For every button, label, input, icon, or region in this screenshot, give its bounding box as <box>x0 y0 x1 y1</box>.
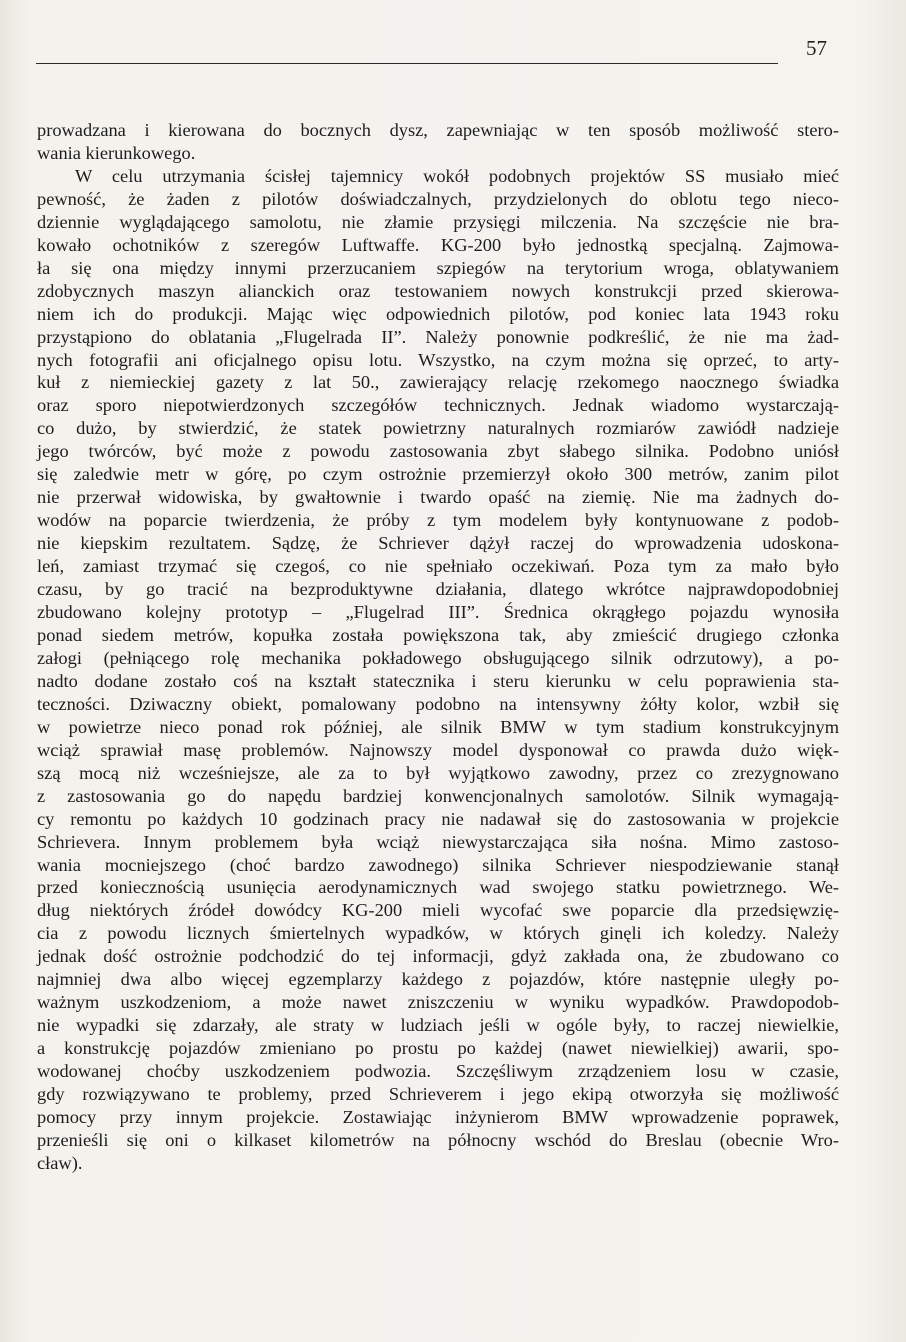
text-line: kuł z niemieckiej gazety z lat 50., zawierający relację rzekomego naocznego świadka <box>37 372 839 393</box>
text-line: cia z powodu licznych śmiertelnych wypadków, w których ginęli ich koledzy. Należy <box>37 923 839 944</box>
text-line: ważnym uszkodzeniom, a może nawet zniszczeniu w wyniku wypadków. Prawdopodob- <box>37 992 839 1013</box>
text-line: oraz sporo niepotwierdzonych szczegółów technicznych. Jednak wiadomo wystarczają- <box>37 395 839 416</box>
text-line: Schrievera. Innym problemem była wciąż niewystarczająca siła nośna. Mimo zastoso- <box>37 831 839 852</box>
text-line: z zastosowania go do napędu bardziej konwencjonalnych samolotów. Silnik wymagają- <box>37 785 839 806</box>
text-line: gdy rozwiązywano te problemy, przed Schrieverem i jego ekipą otworzyła się możliwość <box>37 1084 839 1105</box>
text-line: pomocy przy innym projekcie. Zostawiając inżynierom BMW wprowadzenie poprawek, <box>37 1106 839 1127</box>
text-line: teczności. Dziwaczny obiekt, pomalowany podobno na intensywny żółty kolor, wzbił się <box>37 693 839 714</box>
text-line: jego twórców, być może z powodu zastosowania zbyt słabego silnika. Podobno uniósł <box>37 441 839 462</box>
text-line: nadto dodane zostało coś na kształt statecznika i steru kierunku w celu poprawienia sta- <box>37 670 839 691</box>
text-line: kowało ochotników z szeregów Luftwaffe. KG-200 było jednostką specjalną. Zajmowa- <box>37 234 839 255</box>
text-line: przed koniecznością usunięcia aerodynamicznych wad swojego statku powietrznego. We- <box>37 877 839 898</box>
text-line: najmniej dwa albo więcej egzemplarzy każdego z pojazdów, które następnie uległy po- <box>37 969 839 990</box>
paragraph <box>37 165 839 1175</box>
text-line: cław). <box>37 1152 83 1173</box>
page-number: 57 <box>806 36 827 60</box>
text-line: szą mocą niż wcześniejsze, ale za to był wyjątkowo zawodny, przez co zrezygnowano <box>37 762 839 783</box>
text-line: wania mocniejszego (choć bardzo zawodnego) silnika Schriever niespodziewanie stanął <box>37 854 839 875</box>
text-line: co dużo, by stwierdzić, że statek powietrzny naturalnych rozmiarów zawiódł nadzieje <box>37 418 839 439</box>
text-line: leń, zamiast trzymać się czegoś, co nie spełniało oczekiwań. Poza tym za mało było <box>37 556 839 577</box>
text-line: przystąpiono do oblatania „Flugelrada II”. Należy ponownie podkreślić, że nie ma żad- <box>37 326 839 347</box>
text-line: przenieśli się oni o kilkaset kilometrów na północny wschód do Breslau (obecnie Wro- <box>37 1129 839 1150</box>
text-line: ła się ona między innymi przerzucaniem szpiegów na terytorium wroga, oblatywaniem <box>37 257 839 278</box>
text-line: dziennie wyglądającego samolotu, nie złamie przysięgi milczenia. Na szczęście nie bra- <box>37 211 839 232</box>
text-line: nie wypadki się zdarzały, ale straty w ludziach jeśli w ogóle były, to raczej niewielkie, <box>37 1015 839 1036</box>
text-line: wciąż sprawiał masę problemów. Najnowszy model dysponował co prawda dużo więk- <box>37 739 839 760</box>
text-line: dług niektórych źródeł dowódcy KG-200 mieli wycofać swe poparcie dla przedsięwzię- <box>37 900 839 921</box>
text-line: W celu utrzymania ścisłej tajemnicy wokół podobnych projektów SS musiało mieć <box>75 165 839 186</box>
text-line: nie przerwał widowiska, by gwałtownie i twardo opaść na ziemię. Nie ma żadnych do- <box>37 487 839 508</box>
text-line: prowadzana i kierowana do bocznych dysz, zapewniając w ten sposób możliwość stero- <box>37 120 839 140</box>
text-line: zbudowano kolejny prototyp – „Flugelrad III”. Średnica okrągłego pojazdu wynosiła <box>37 602 839 623</box>
text-line: wania kierunkowego. <box>37 142 196 163</box>
text-line: wodowanej choćby uszkodzeniem podwozia. Szczęśliwym zrządzeniem losu w czasie, <box>37 1061 839 1082</box>
header-rule <box>36 63 778 64</box>
text-line: pewność, że żaden z pilotów doświadczalnych, przydzielonych do oblotu tego nieco- <box>37 188 839 209</box>
body-text <box>37 119 839 1175</box>
text-line: załogi (pełniącego rolę mechanika pokładowego obsługującego silnik odrzutowy), a po- <box>37 647 839 668</box>
text-line: nych fotografii ani oficjalnego opisu lotu. Wszystko, na czym można się oprzeć, to arty- <box>37 349 839 370</box>
text-line: niem ich do produkcji. Mając więc odpowiednich pilotów, pod koniec lata 1943 roku <box>37 303 839 324</box>
text-line: cy remontu po każdych 10 godzinach pracy nie nadawał się do zastosowania w projekcie <box>37 808 839 829</box>
text-line: ponad siedem metrów, kopułka została powiększona tak, aby zmieścić drugiego członka <box>37 624 839 645</box>
text-line: w powietrze nieco ponad rok później, ale silnik BMW w tym stadium konstrukcyjnym <box>37 716 839 737</box>
text-line: nie kiepskim rezultatem. Sądzę, że Schriever dążył raczej do wprowadzenia udoskona- <box>37 533 839 554</box>
paragraph <box>37 119 839 165</box>
text-line: się zaledwie metr w górę, po czym ostrożnie przemierzył około 300 metrów, zanim pilot <box>37 464 839 485</box>
text-line: wodów na poparcie twierdzenia, że próby z tym modelem były kontynuowane z podob- <box>37 510 839 531</box>
text-line: a konstrukcję pojazdów zmieniano po prostu po każdej (nawet niewielkiej) awarii, spo- <box>37 1038 839 1059</box>
text-line: jednak dość ostrożnie podchodzić do tej informacji, gdyż zakłada ona, że zbudowano co <box>37 946 839 967</box>
text-line: czasu, by go tracić na bezproduktywne działania, dlatego wkrótce najprawdopodobniej <box>37 579 839 600</box>
text-line: zdobycznych maszyn alianckich oraz testowaniem nowych konstrukcji przed skierowa- <box>37 280 839 301</box>
